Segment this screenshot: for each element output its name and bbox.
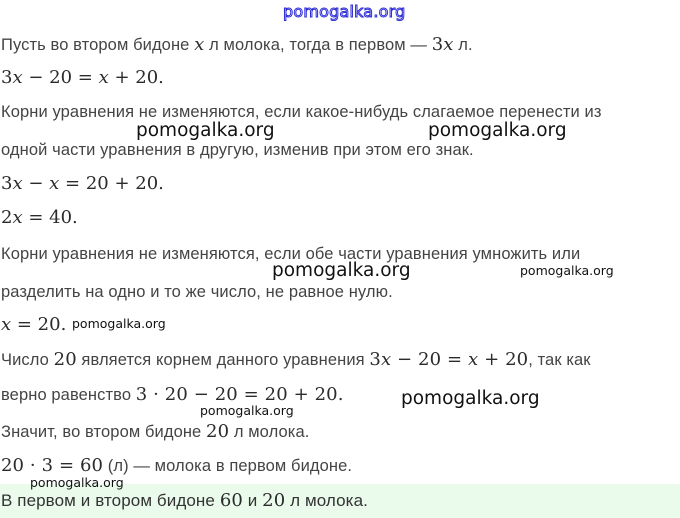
- expr: = 40.: [22, 207, 78, 228]
- var-x: x: [468, 349, 479, 370]
- text: (л) — молока в первом бидоне.: [103, 457, 353, 475]
- var-x: x: [12, 207, 23, 228]
- expr: − 20 =: [22, 67, 99, 88]
- equation-1: [1, 67, 164, 88]
- var-x: x: [380, 349, 392, 370]
- var-x: x: [443, 34, 454, 55]
- coef: 3: [1, 173, 13, 194]
- rule-2-line-2: разделить на одно и то же число, не равное нулю.: [1, 283, 393, 301]
- var-x: x: [49, 173, 60, 194]
- expr: + 20: [478, 349, 529, 370]
- answer-line: [1, 490, 368, 511]
- text: верно равенство: [1, 386, 136, 404]
- watermark: pomogalka.org: [30, 475, 124, 490]
- watermark: pomogalka.org: [272, 260, 411, 281]
- expr: −: [22, 173, 50, 194]
- intro-line: [1, 34, 473, 55]
- var-x: x: [12, 173, 23, 194]
- text: Число: [1, 351, 54, 369]
- number: 60: [219, 490, 243, 511]
- text: л.: [453, 36, 473, 54]
- watermark: pomogalka.org: [200, 403, 294, 418]
- watermark: pomogalka.org: [72, 316, 166, 331]
- number: 20: [262, 490, 286, 511]
- coef: 2: [1, 207, 13, 228]
- var-x: x: [98, 67, 109, 88]
- text: л молока, тогда в первом —: [204, 36, 432, 54]
- rule-1-line-1: Корни уравнения не изменяются, если какое-нибудь слагаемое перенести из: [1, 103, 602, 121]
- watermark: pomogalka.org: [401, 388, 540, 409]
- conclusion-line: [1, 421, 309, 442]
- expr: = 20 + 20.: [59, 173, 164, 194]
- equation-3: [1, 207, 78, 228]
- text: л молока.: [285, 491, 368, 510]
- check-line-2: [1, 384, 344, 405]
- text: является корнем данного уравнения: [76, 351, 370, 369]
- watermark: pomogalka.org: [136, 120, 275, 141]
- number: 20: [53, 349, 77, 370]
- rule-1-line-2: одной части уравнения в другую, изменив при этом его знак.: [1, 141, 474, 159]
- text: Пусть во втором бидоне: [1, 36, 195, 54]
- watermark: pomogalka.org: [428, 120, 567, 141]
- text: л молока.: [229, 423, 310, 441]
- text: Значит, во втором бидоне: [1, 423, 207, 441]
- expr: = 20.: [11, 314, 67, 335]
- text: и: [242, 491, 263, 510]
- watermark-top: pomogalka.org: [283, 2, 406, 21]
- rule-2-line-1: Корни уравнения не изменяются, если обе части уравнения умножить или: [1, 245, 581, 263]
- var-x: x: [12, 67, 23, 88]
- expr: 3 · 20 − 20 = 20 + 20.: [135, 384, 344, 405]
- coef: 3: [369, 349, 381, 370]
- number: 20: [206, 421, 230, 442]
- expr: + 20.: [108, 67, 164, 88]
- coef: 3: [431, 34, 444, 55]
- text: В первом и втором бидоне: [1, 491, 220, 510]
- expr: 20 · 3 = 60: [1, 455, 104, 476]
- expr: − 20 =: [391, 349, 468, 370]
- equation-2: [1, 173, 164, 194]
- check-line-1: [1, 349, 591, 370]
- calc-line: [1, 455, 352, 476]
- var-x: x: [1, 314, 12, 335]
- equation-4: [1, 314, 66, 335]
- watermark: pomogalka.org: [520, 263, 614, 278]
- coef: 3: [1, 67, 13, 88]
- text: , так как: [528, 351, 591, 369]
- var-x: x: [194, 34, 205, 55]
